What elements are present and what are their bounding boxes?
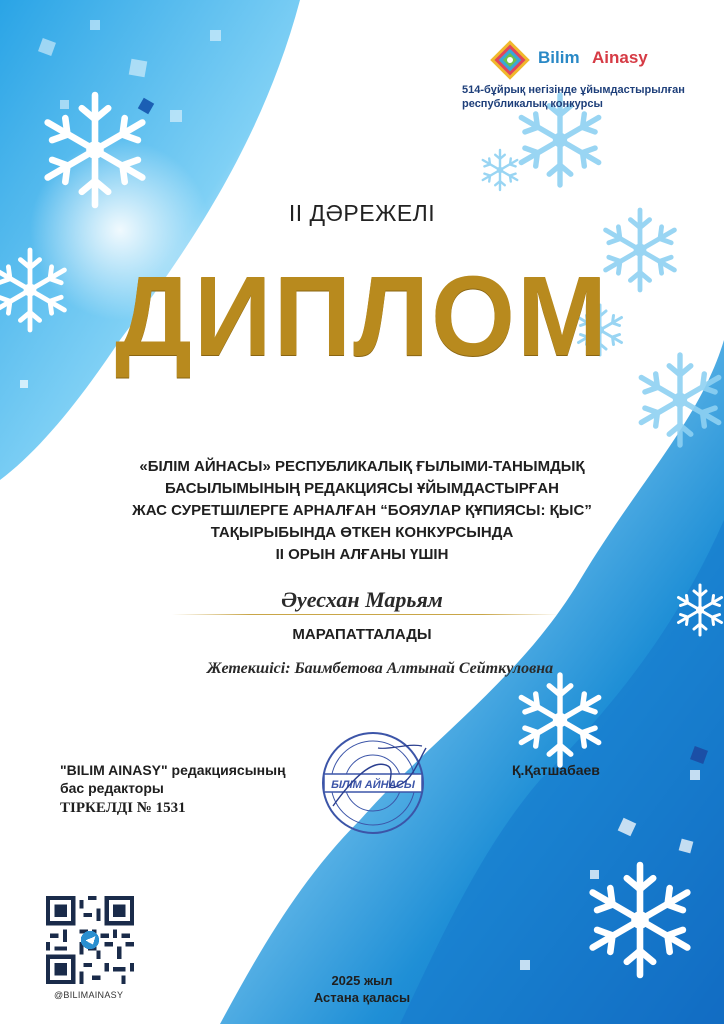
mentor-line: Жетекшісі: Баимбетова Алтынай Сейткуловна bbox=[206, 660, 554, 677]
logo-subtitle-line1: 514-бұйрық негізінде ұйымдастырылған bbox=[462, 84, 685, 96]
social-handle: @BILIMAINASY bbox=[54, 990, 124, 1000]
award-description-line: ЖАС СУРЕТШІЛЕРГЕ АРНАЛҒАН “БОЯУЛАР ҚҰПИЯСЫ: ҚЫС” bbox=[132, 502, 592, 519]
recipient-name: Әуесхан Марьям bbox=[281, 587, 443, 612]
seal-center-text: БІЛІМ АЙНАСЫ bbox=[331, 779, 415, 791]
award-description-line: ТАҚЫРЫБЫНДА ӨТКЕН КОНКУРСЫНДА bbox=[210, 524, 514, 541]
bilim-ainasy-logo bbox=[452, 36, 712, 126]
diploma-title: ДИПЛОМ bbox=[115, 251, 609, 379]
logo-subtitle-line2: республикалық конкурсы bbox=[462, 98, 603, 110]
logo-mark-icon bbox=[490, 40, 530, 80]
signer-name: Қ.Қатшабаев bbox=[512, 762, 600, 778]
seal-stamp bbox=[318, 728, 428, 838]
award-description-line: «БІЛІМ АЙНАСЫ» РЕСПУБЛИКАЛЫҚ ҒЫЛЫМИ-ТАНЫМДЫҚ bbox=[139, 458, 585, 475]
award-description bbox=[60, 456, 664, 566]
awarded-label: МАРАПАТТАЛАДЫ bbox=[292, 626, 432, 643]
editor-title-line2: бас редакторы bbox=[60, 780, 164, 796]
award-description-line: II ОРЫН АЛҒАНЫ ҮШІН bbox=[275, 546, 449, 563]
qr-code-icon bbox=[46, 896, 134, 984]
logo-brand-bilim: Bilim bbox=[538, 48, 580, 67]
issue-city: Астана қаласы bbox=[313, 990, 411, 1005]
award-description-line: БАСЫЛЫМЫНЫҢ РЕДАКЦИЯСЫ ҰЙЫМДАСТЫРҒАН bbox=[165, 480, 559, 497]
recipient-underline bbox=[172, 614, 560, 615]
issue-year: 2025 жыл bbox=[331, 973, 393, 988]
registration-number: ТІРКЕЛДІ № 1531 bbox=[60, 800, 186, 816]
degree-label: II ДӘРЕЖЕЛІ bbox=[288, 200, 436, 226]
logo-brand-ainasy: Ainasy bbox=[592, 48, 648, 67]
editor-title-line1: "BILIM AINASY" редакциясының bbox=[60, 762, 286, 778]
